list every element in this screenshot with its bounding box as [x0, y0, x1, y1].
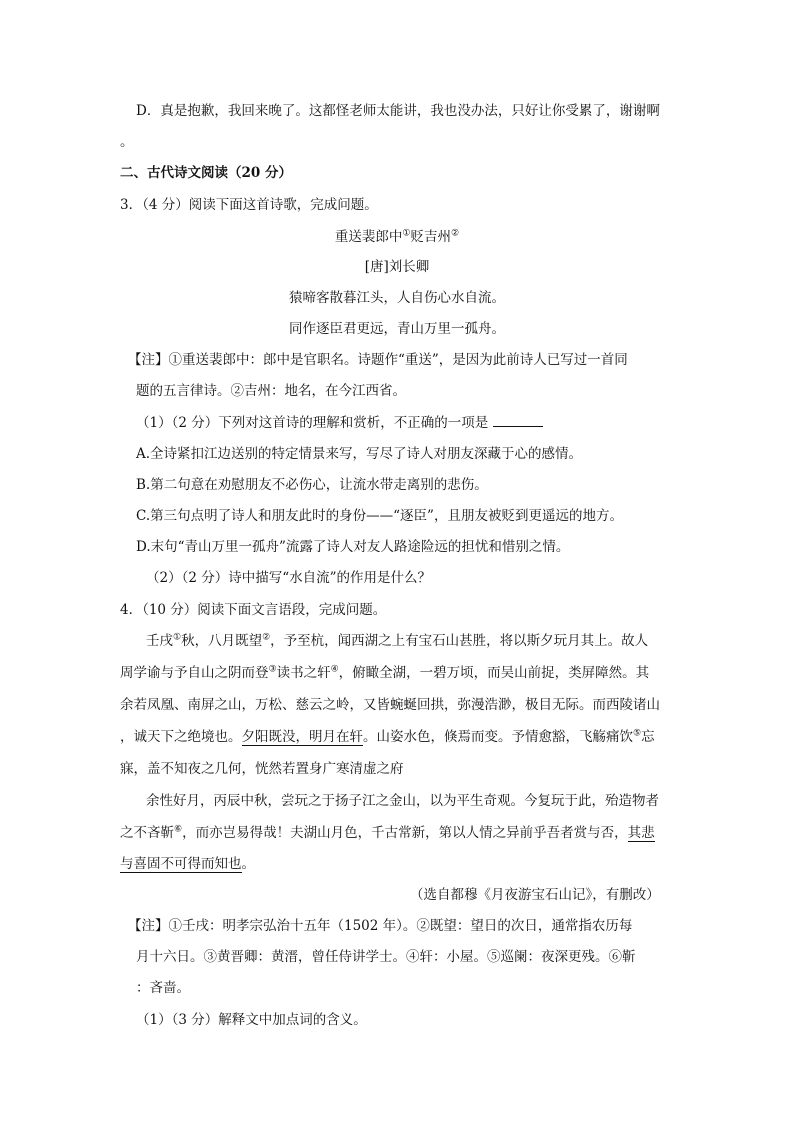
section-title: 二、古代诗文阅读（20 分） — [120, 165, 292, 181]
passage-p1-line-1 — [146, 631, 648, 651]
poem-title-part1: 重送裴郎中 — [334, 229, 403, 245]
footnote-marker: ③ — [268, 664, 277, 675]
passage-p2-line-3 — [120, 854, 255, 874]
text-span: 。 — [241, 856, 255, 872]
q3-option-d: D.末句“青山万里一孤舟”流露了诗人对友人路途险远的担忧和惜别之情。 — [136, 539, 570, 555]
q3-note-line-1: 【注】①重送裴郎中：郎中是官职名。诗题作“重送”，是因为此前诗人已写过一首同 — [128, 352, 628, 368]
question-4-stem: 4．（10 分）阅读下面文言语段，完成问题。 — [120, 602, 387, 618]
poem-line-2: 同作逐臣君更远，青山万里一孤舟。 — [289, 321, 505, 337]
q4-note-line-1: 【注】①壬戌：明孝宗弘治十五年（1502 年）。②既望：望日的次日，通常指农历每 — [128, 918, 633, 934]
footnote-marker: ② — [262, 632, 271, 643]
q3-option-b: B.第二句意在劝慰朋友不必伤心，让流水带走离别的悲伤。 — [136, 477, 488, 493]
passage-p2-line-1: 余性好月，丙辰中秋，尝玩之于扬子江之金山，以为平生奇观。今复玩于此，殆造物者 — [146, 793, 659, 809]
q4-note-line-2: 月十六日。③黄晋卿：黄溍，曾任侍讲学士。④轩：小屋。⑤巡阑：夜深更残。⑥靳 — [136, 949, 636, 965]
text-span: 周学谕与予自山之阴而登 — [120, 665, 269, 681]
poem-title-part2: 贬吉州 — [410, 229, 451, 245]
footnote-marker: ⑤ — [633, 728, 642, 739]
passage-p1-line-4 — [120, 727, 655, 747]
option-d-text: D．真是抱歉，我回来晚了。这都怪老师太能讲，我也没办法，只好让你受累了，谢谢啊 — [136, 103, 660, 119]
answer-blank — [493, 414, 543, 427]
footnote-marker: ① — [402, 228, 411, 239]
q3-note-line-2: 题的五言律诗。②吉州：地名，在今江西省。 — [136, 383, 406, 399]
q4-subquestion-1: （1）（3 分）解释文中加点词的含义。 — [136, 1012, 367, 1028]
footnote-marker: ④ — [330, 664, 339, 675]
question-3-stem: 3．（4 分）阅读下面这首诗歌，完成问题。 — [120, 197, 378, 213]
text-span: 忘 — [641, 729, 655, 745]
underlined-sentence: 其悲 — [627, 825, 655, 841]
poem-line-1: 猿啼客散暮江头，人自伤心水自流。 — [289, 290, 505, 306]
underlined-sentence: 夕阳既没，明月在轩 — [241, 729, 363, 745]
q4-note-line-3: ：吝啬。 — [136, 980, 190, 996]
text-span: 读书之轩 — [276, 665, 331, 681]
text-span: 。山姿水色，倏焉而变。予情愈豁，飞觞痛饮 — [363, 729, 633, 745]
q3-option-a: A.全诗紧扣江边送别的特定情景来写，写尽了诗人对朋友深藏于心的感情。 — [136, 446, 583, 462]
passage-source: （选自都穆《月夜游宝石山记》，有删改） — [410, 887, 660, 903]
footnote-marker: ② — [451, 228, 460, 239]
q3-subquestion-2: （2）（2 分）诗中描写“水自流”的作用是什么？ — [146, 570, 432, 586]
footnote-marker: ⑥ — [174, 824, 183, 835]
text-span: ，俯瞰全湖，一碧万顷，而吴山前捉，类屏障然。其 — [338, 665, 650, 681]
passage-p2-line-2 — [120, 823, 655, 843]
text-span: ，而亦岂易得哉！夫湖山月色，千古常新，第以人情之异前乎吾者赏与否， — [182, 825, 628, 841]
underlined-sentence: 与喜固不可得而知也 — [120, 856, 242, 872]
q3-option-c: C.第三句点明了诗人和朋友此时的身份——“逐臣”，且朋友被贬到更遥远的地方。 — [136, 508, 623, 524]
passage-p1-line-3: 余若凤凰、南屏之山，万松、慈云之岭，又皆蜿蜒回拱，弥漫浩渺，极目无际。而西陵诸山 — [120, 697, 660, 713]
text-span: 之不吝靳 — [120, 825, 174, 841]
q3-subquestion-1 — [136, 413, 543, 433]
text-span: ，予至杭，闻西湖之上有宝石山甚胜，将以斯夕玩月其上。故人 — [270, 633, 649, 649]
poem-title — [0, 227, 794, 247]
text-span: ，诚天下之绝境也。 — [120, 729, 242, 745]
option-d-end: 。 — [120, 134, 134, 150]
poem-author: [唐]刘长卿 — [364, 259, 430, 275]
text-span: 壬戌 — [146, 633, 173, 649]
passage-p1-line-5: 寐，盖不知夜之几何，恍然若置身广寒清虚之府 — [120, 761, 404, 777]
text-span: 秋，八月既望 — [181, 633, 263, 649]
q3-sub1-text: （1）（2 分）下列对这首诗的理解和赏析，不正确的一项是 — [136, 415, 489, 431]
footnote-marker: ① — [173, 632, 182, 643]
passage-p1-line-2 — [120, 663, 649, 683]
